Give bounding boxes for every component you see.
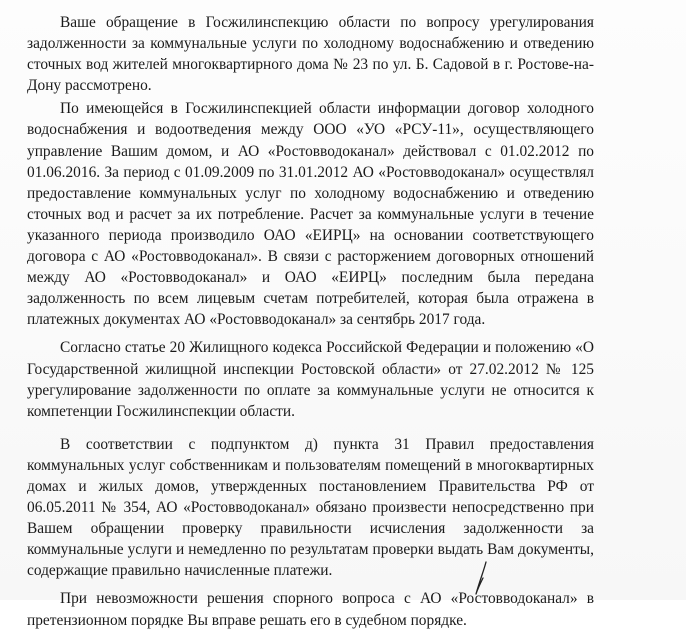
paragraph-contract-info: По имеющейся в Госжилинспекцией области информации договор холодного водоснабжения и водоотведения между ООО «УО «РСУ-11», осуществляющего управление Вашим домом, и АО «Ростовводоканал» действовал с 01.02.2012 по 01.06.2016. За период с 01.09.2009 по 31.01.2012 АО «Ростовводоканал» осуществлял предоставление коммунальных услуг по холодному водоснабжению и отведению сточных вод и расчет за их потребление. Расчет за коммунальные услуги в течение указанного периода производило ОАО «ЕИРЦ» на основании соответствующего договора с АО «Ростовводоканал». В связи с расторжением договорных отношений между АО «Ростовводоканал» и ОАО «ЕИРЦ» последним была передана задолженность по всем лицевым счетам потребителей, которая была отражена в платежных документах АО «Ростовводоканал» за сентябрь 2017 года. <box>27 100 594 329</box>
paragraph-appeal-reviewed: Ваше обращение в Госжилинспекцию области по вопросу урегулирования задолженности за коммунальные услуги по холодному водоснабжению и отведению сточных вод жителей многоквартирного дома № 23 по ул. Б. Садовой в г. Ростове-на-Дону рассмотрено. <box>27 14 594 95</box>
paragraph-rules-reference: В соответствии с подпунктом д) пункта 31 Правил предоставления коммунальных услуг собственникам и пользователям помещений в многоквартирных домах и жилых домов, утвержденных постановлением Правительства РФ от 06.05.2011 № 354, АО «Ростовводоканал» обязано произвести непосредственно при Вашем обращении проверку правильности исчисления задолженности за коммунальные услуги и немедленно по результатам проверки выдать Вам документы, содержащие правильно начисленные платежи. <box>27 435 594 580</box>
paragraph-legal-competence: Согласно статье 20 Жилищного кодекса Российской Федерации и положению «О Государственной жилищной инспекции Ростовской области» от 27.02.2012 № 125 урегулирование задолженности по оплате за коммунальные услуги не относится к компетенции Госжилинспекции области. <box>27 339 594 420</box>
signature-mark <box>472 560 490 596</box>
paragraph-court-advice: При невозможности решения спорного вопроса с АО «Ростовводоканал» в претензионном порядке Вы вправе решать его в судебном порядке. <box>27 590 594 629</box>
